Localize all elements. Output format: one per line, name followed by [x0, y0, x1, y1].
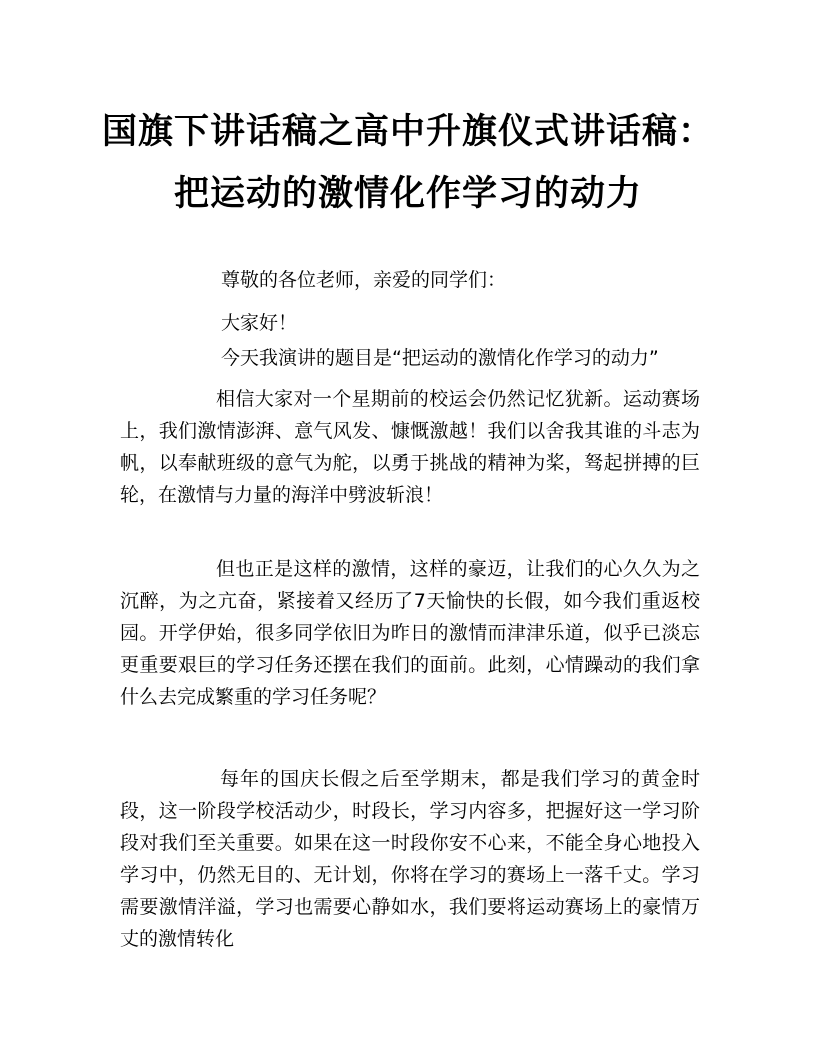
document-title-line-1: 国旗下讲话稿之高中升旗仪式讲话稿：	[101, 111, 714, 152]
document-title-line-2: 把运动的激情化作学习的动力	[173, 173, 642, 214]
greeting: 大家好！	[221, 312, 298, 334]
body-paragraph: 每年的国庆长假之后至学期末，都是我们学习的黄金时段，这一阶段学校活动少，时段长，学习内容多，把握好这一学习阶段对我们至关重要。如果在这一时段你安不心来，不能全身心地投入学习中，仍然无目的、无计划，你将在学习的赛场上一落千丈。学习需要激情洋溢，学习也需要心静如水，我们要将运动赛场上的豪情万丈的激情转化	[120, 768, 700, 950]
body-paragraph: 但也正是这样的激情，这样的豪迈，让我们的心久久为之沉醉，为之亢奋，紧接着又经历了7天愉快的长假，如今我们重返校园。开学伊始，很多同学依旧为昨日的激情而津津乐道，似乎已淡忘更重要艰巨的学习任务还摆在我们的面前。此刻，心情躁动的我们拿什么去完成繁重的学习任务呢？	[120, 558, 700, 708]
topic-intro: 今天我演讲的题目是“把运动的激情化作学习的动力”	[221, 347, 659, 369]
body-paragraph: 相信大家对一个星期前的校运会仍然记忆犹新。运动赛场上，我们激情澎湃、意气风发、慷慨激越！我们以舍我其谁的斗志为帆，以奉献班级的意气为舵，以勇于挑战的精神为桨，驽起拼搏的巨轮，在激情与力量的海洋中劈波斩浪！	[120, 388, 700, 506]
salutation: 尊敬的各位老师，亲爱的同学们：	[221, 269, 507, 291]
